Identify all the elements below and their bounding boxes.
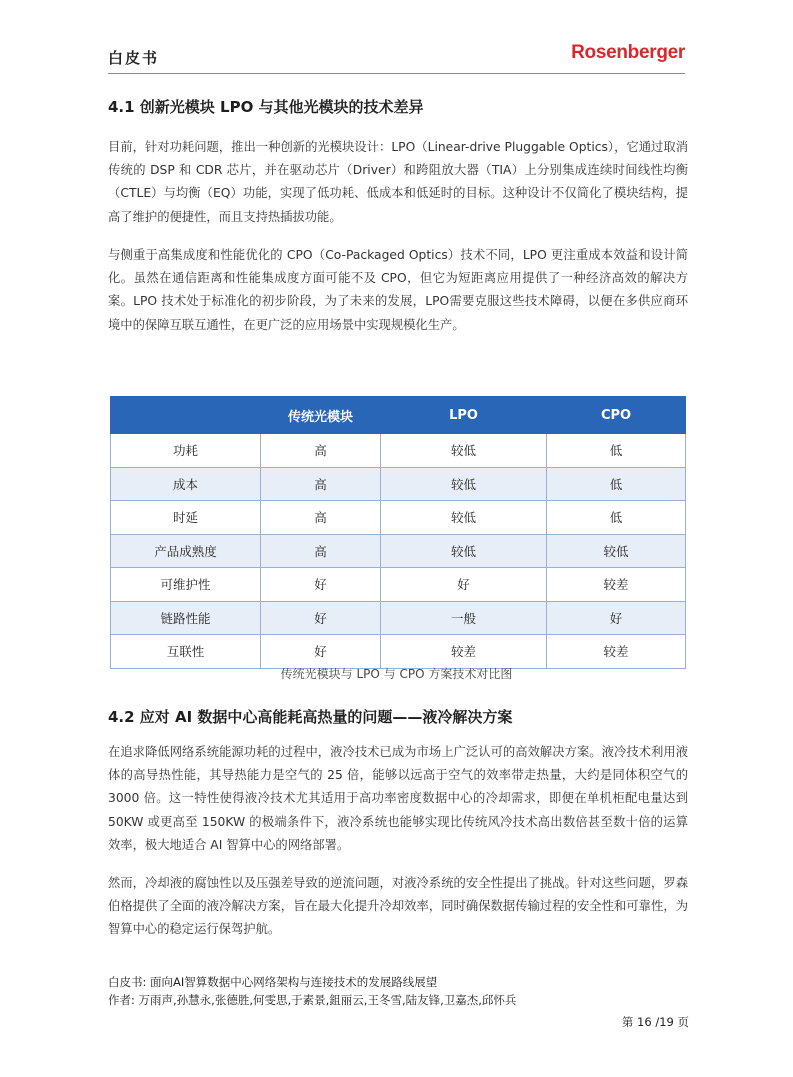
table-row xyxy=(111,601,686,635)
table-cell: 一般 xyxy=(381,601,547,635)
table-cell: 功耗 xyxy=(111,434,261,468)
table-header-cell xyxy=(111,397,261,434)
table-cell: 高 xyxy=(261,434,381,468)
table-cell: 高 xyxy=(261,501,381,535)
table-header-cell: 传统光模块 xyxy=(261,397,381,434)
table-row xyxy=(111,568,686,602)
table-cell: 较差 xyxy=(547,568,686,602)
table-row xyxy=(111,501,686,535)
table-cell: 较低 xyxy=(381,534,547,568)
table-cell: 产品成熟度 xyxy=(111,534,261,568)
header-title: 白皮书 xyxy=(108,49,160,67)
table-cell: 较差 xyxy=(547,635,686,669)
table-row xyxy=(111,467,686,501)
table-cell: 高 xyxy=(261,467,381,501)
table-cell: 好 xyxy=(261,568,381,602)
table-cell: 链路性能 xyxy=(111,601,261,635)
section2-paragraph-2: 然而，冷却液的腐蚀性以及压强差导致的逆流问题，对液冷系统的安全性提出了挑战。针对这些问题，罗森伯格提供了全面的液冷解决方案，旨在最大化提升冷却效率，同时确保数据传输过程的安全性和可靠性，为智算中心的稳定运行保驾护航。 xyxy=(108,876,688,937)
header-divider xyxy=(108,73,685,74)
table-cell: 低 xyxy=(547,501,686,535)
table-row xyxy=(111,434,686,468)
table-cell: 较低 xyxy=(381,501,547,535)
table-header-row xyxy=(111,397,686,434)
page-number: 第 16 /19 页 xyxy=(621,1015,689,1029)
table-cell: 低 xyxy=(547,467,686,501)
table-cell: 低 xyxy=(547,434,686,468)
table-cell: 可维护性 xyxy=(111,568,261,602)
table-cell: 较低 xyxy=(381,467,547,501)
section2-paragraph-1: 在追求降低网络系统能源功耗的过程中，液冷技术已成为市场上广泛认可的高效解决方案。液冷技术利用液体的高导热性能，其导热能力是空气的 25 倍，能够以远高于空气的效率带走热量，大约是同体积空气的 3000 倍。这一特性使得液冷技术尤其适用于高功率密度数据中心的冷却需求，即便在单机柜配电量达到 50KW 或更高至 150KW 的极端条件下，液冷系统也能够实现比传统风冷技术高出数倍甚至数十倍的运算效率，极大地适合 AI 智算中心的网络部署。 xyxy=(108,745,688,852)
section-heading-4-2: 4.2 应对 AI 数据中心高能耗高热量的问题——液冷解决方案 xyxy=(108,708,513,726)
rosenberger-logo: Rosenberger xyxy=(571,42,685,63)
table-cell: 较低 xyxy=(381,434,547,468)
comparison-table xyxy=(110,396,686,669)
table-cell: 成本 xyxy=(111,467,261,501)
table-header-cell: CPO xyxy=(547,397,686,434)
table-cell: 较低 xyxy=(547,534,686,568)
footer-authors: 作者: 万雨声,孙慧永,张德胜,何雯思,于素景,鉏丽云,王冬雪,陆友锋,卫嘉杰,邱怀兵 xyxy=(108,993,517,1007)
table-cell: 较差 xyxy=(381,635,547,669)
table-row xyxy=(111,534,686,568)
table-caption: 传统光模块与 LPO 与 CPO 方案技术对比图 xyxy=(280,667,513,681)
table-cell: 好 xyxy=(547,601,686,635)
table-cell: 好 xyxy=(261,601,381,635)
section1-paragraph-2: 与侧重于高集成度和性能优化的 CPO（Co-Packaged Optics）技术不同，LPO 更注重成本效益和设计简化。虽然在通信距离和性能集成度方面可能不及 CPO，但它为短距离应用提供了一种经济高效的解决方案。LPO 技术处于标准化的初步阶段，为了未来的发展，LPO需要克服这些技术障碍，以便在多供应商环境中的保障互联互通性，在更广泛的应用场景中实现规模化生产。 xyxy=(108,248,688,332)
table-header-cell: LPO xyxy=(381,397,547,434)
table-cell: 高 xyxy=(261,534,381,568)
table-cell: 好 xyxy=(381,568,547,602)
table-row xyxy=(111,635,686,669)
table-cell: 时延 xyxy=(111,501,261,535)
table-cell: 好 xyxy=(261,635,381,669)
section-heading-4-1: 4.1 创新光模块 LPO 与其他光模块的技术差异 xyxy=(108,98,424,116)
table-cell: 互联性 xyxy=(111,635,261,669)
footer-document-title: 白皮书: 面向AI智算数据中心网络架构与连接技术的发展路线展望 xyxy=(108,975,438,989)
section1-paragraph-1: 目前，针对功耗问题，推出一种创新的光模块设计：LPO（Linear-drive Pluggable Optics），它通过取消传统的 DSP 和 CDR 芯片，并在驱动芯片（Driver）和跨阻放大器（TIA）上分别集成连续时间线性均衡（CTLE）与均衡（EQ）功能，实现了低功耗、低成本和低延时的目标。这种设计不仅简化了模块结构，提高了维护的便捷性，而且支持热插拔功能。 xyxy=(108,140,688,224)
